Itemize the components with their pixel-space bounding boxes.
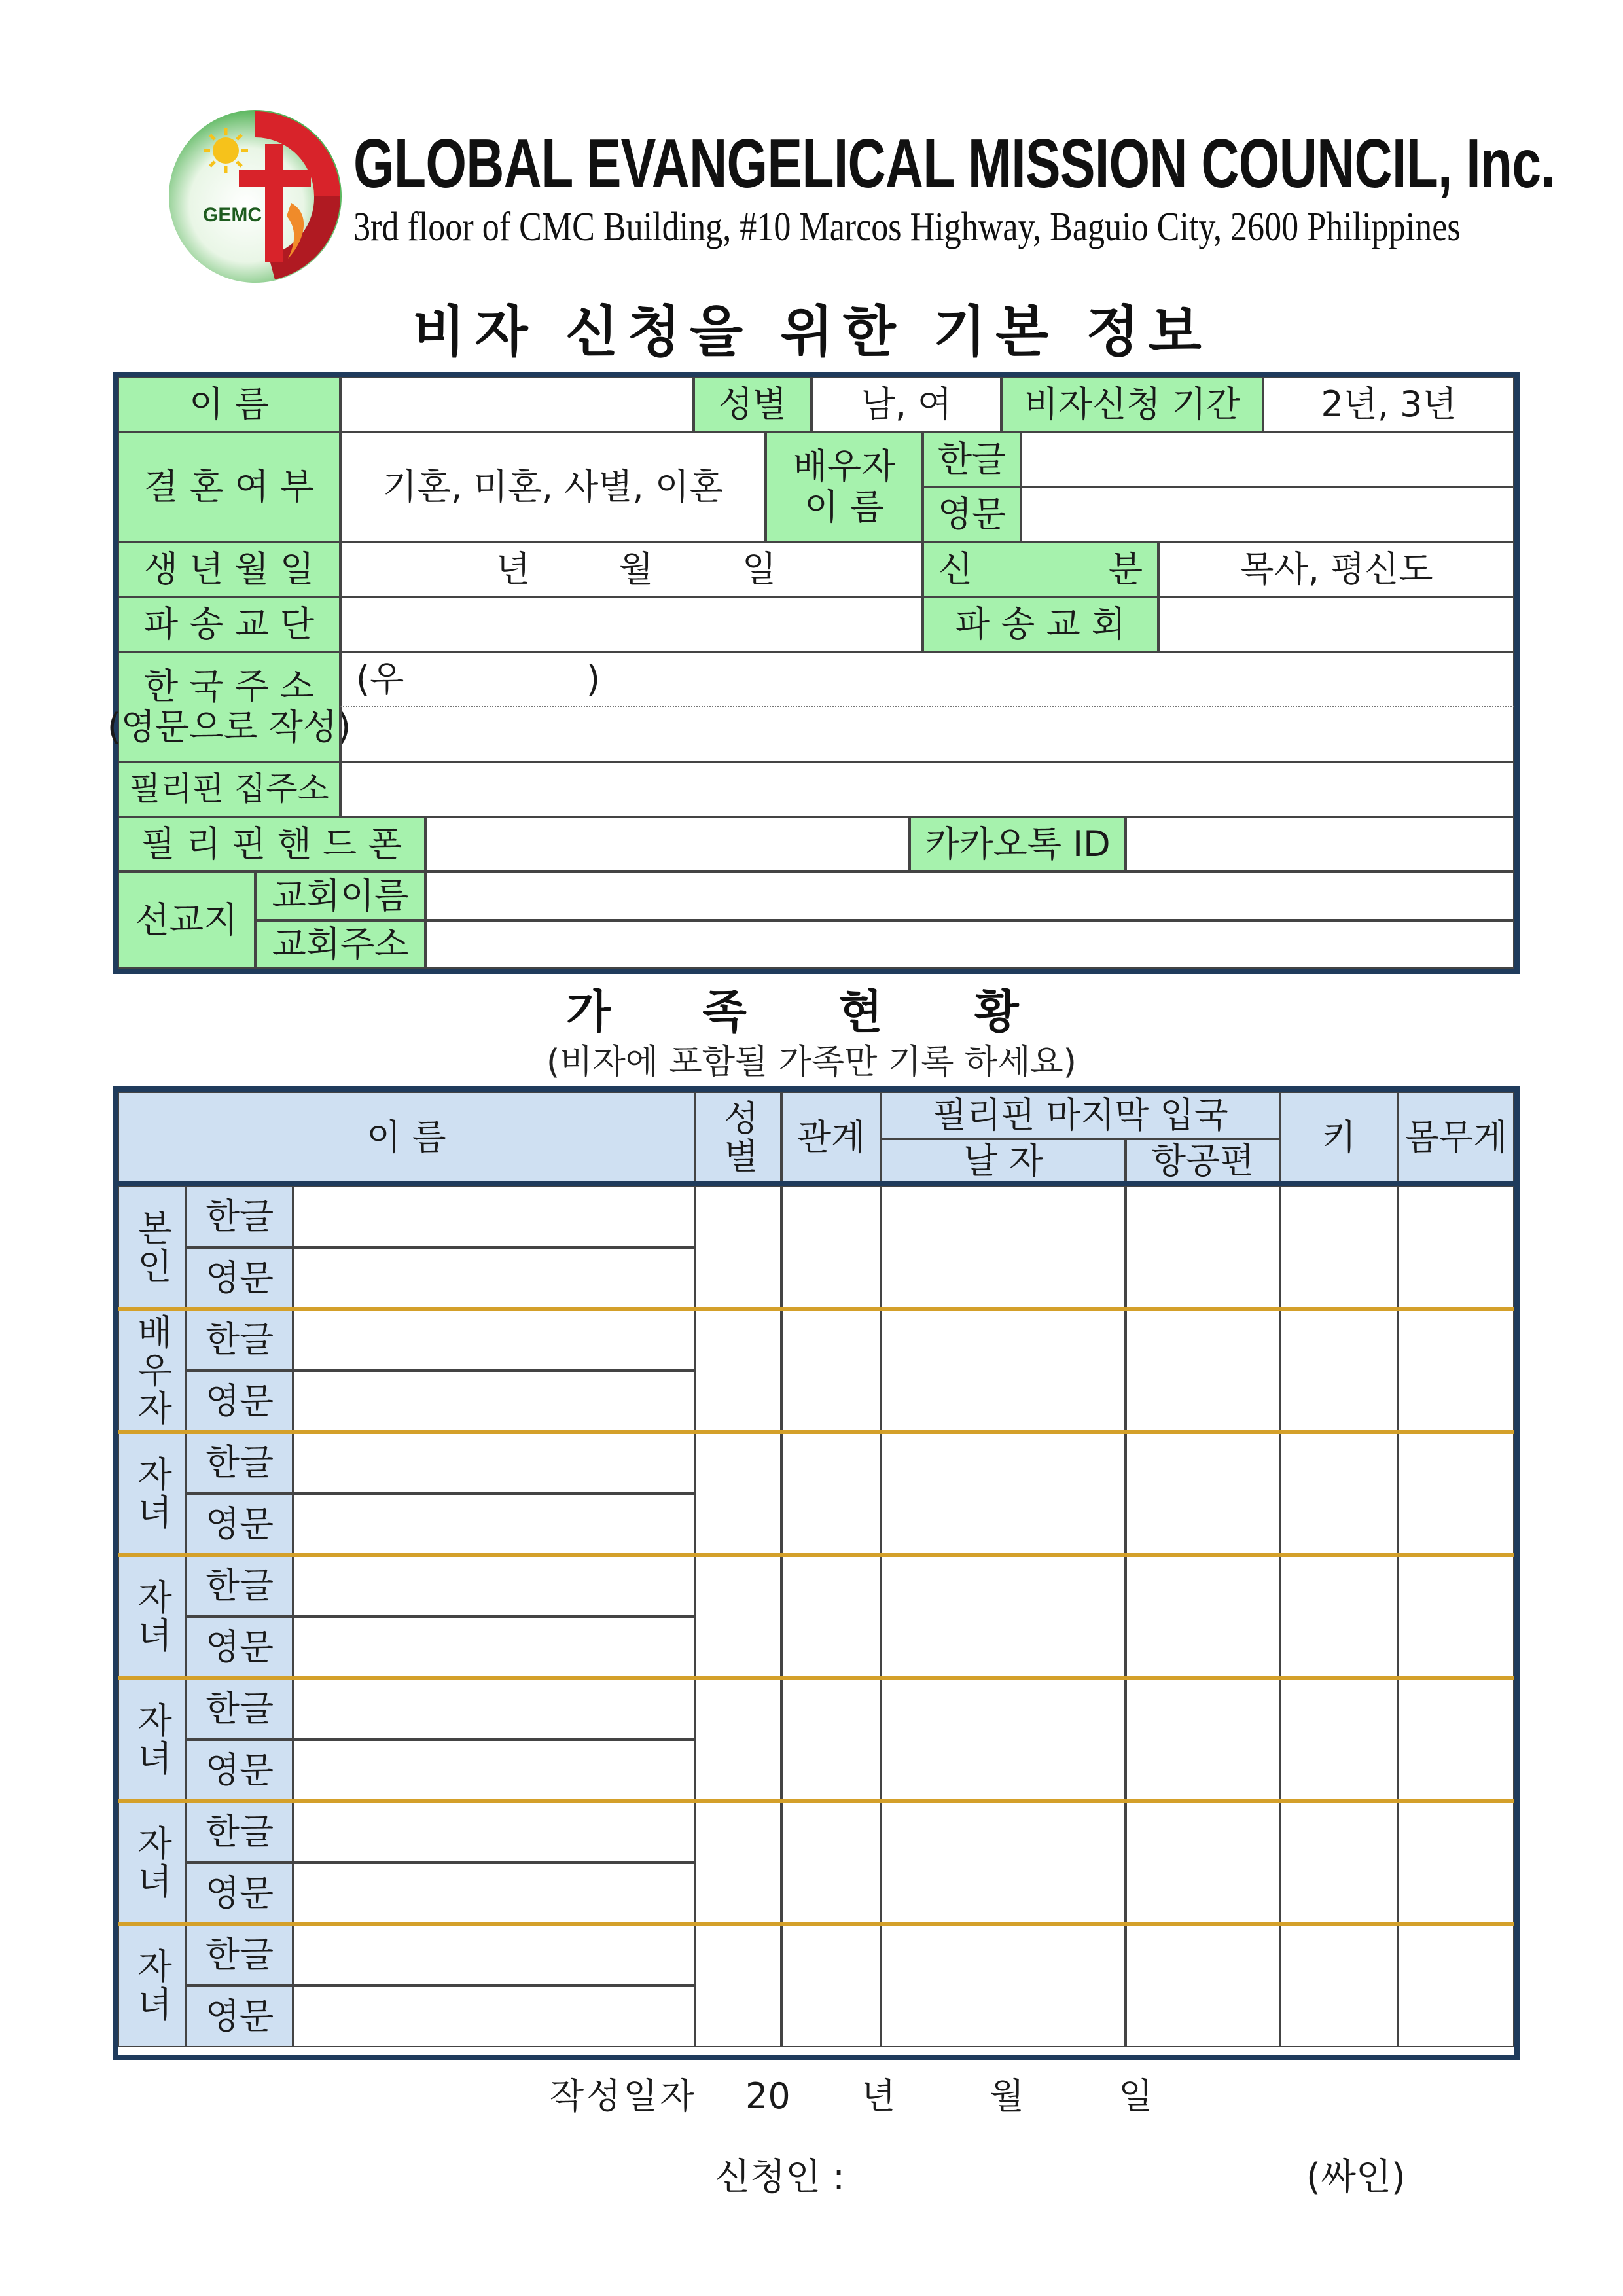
entry-date-field[interactable] <box>881 1678 1126 1801</box>
korea-address-line1[interactable] <box>340 652 1514 707</box>
weight-field[interactable] <box>1398 1801 1514 1924</box>
korean-name-label: 한글 <box>186 1801 293 1863</box>
flight-field[interactable] <box>1126 1186 1280 1309</box>
english-name-label: 영문 <box>186 1986 293 2047</box>
row-divider <box>118 1430 1514 1434</box>
gender-field[interactable] <box>695 1186 781 1309</box>
english-name-field[interactable] <box>293 1247 695 1309</box>
height-field[interactable] <box>1280 1678 1398 1801</box>
form-title: 비자 신청을 위한 기본 정보 <box>412 300 1211 364</box>
header-flight: 항공편 <box>1126 1139 1280 1183</box>
sending-church-label: 파 송 교 회 <box>923 597 1158 652</box>
korea-address-label-text: 한 국 주 소 <box>143 665 315 707</box>
weight-field[interactable] <box>1398 1432 1514 1555</box>
birth-day-unit: 일 <box>742 548 777 590</box>
day-unit: 일 <box>1118 2075 1153 2117</box>
sending-denomination-field[interactable] <box>340 597 923 652</box>
english-name-label: 영문 <box>186 1371 293 1432</box>
flight-field[interactable] <box>1126 1678 1280 1801</box>
row-divider <box>118 1922 1514 1926</box>
row-divider <box>118 1799 1514 1803</box>
korea-address-label <box>107 652 351 762</box>
kakao-label: 카카오톡 ID <box>910 817 1126 872</box>
church-address-label: 교회주소 <box>255 920 425 969</box>
sending-church-field[interactable] <box>1158 597 1514 652</box>
relation-field[interactable] <box>781 1309 881 1432</box>
english-name-label: 영문 <box>186 1247 293 1309</box>
status-label-part1: 신 <box>938 548 973 590</box>
family-section-subtitle: (비자에 포함될 가족만 기록 하세요) <box>546 1043 1077 1082</box>
visa-period-label: 비자신청 기간 <box>1001 377 1263 432</box>
english-name-label: 영문 <box>186 1617 293 1678</box>
kakao-field[interactable] <box>1126 817 1514 872</box>
family-row-label: 자녀 <box>118 1432 186 1555</box>
english-name-label: 영문 <box>186 1494 293 1555</box>
marital-status-options[interactable]: 기혼, 미혼, 사별, 이혼 <box>340 432 766 542</box>
spouse-label-line1: 배우자 <box>793 445 896 487</box>
english-name-field[interactable] <box>293 1740 695 1801</box>
flight-field[interactable] <box>1126 1555 1280 1678</box>
birth-month-unit: 월 <box>619 548 654 590</box>
height-field[interactable] <box>1280 1432 1398 1555</box>
spouse-label-line2: 이 름 <box>804 486 884 528</box>
weight-field[interactable] <box>1398 1924 1514 2047</box>
entry-date-field[interactable] <box>881 1555 1126 1678</box>
gender-field[interactable] <box>695 1432 781 1555</box>
korean-name-field[interactable] <box>293 1432 695 1494</box>
height-field[interactable] <box>1280 1924 1398 2047</box>
gender-options[interactable]: 남, 여 <box>812 377 1001 432</box>
header-gender: 성별 <box>695 1092 781 1183</box>
relation-field[interactable] <box>781 1801 881 1924</box>
header-name: 이 름 <box>118 1092 695 1183</box>
organization-name: GLOBAL EVANGELICAL MISSION COUNCIL, Inc. <box>353 125 1556 202</box>
gemc-logo <box>164 105 347 288</box>
korea-address-note: (영문으로 작성) <box>107 706 351 747</box>
family-row-label: 자녀 <box>118 1555 186 1678</box>
relation-field[interactable] <box>781 1186 881 1309</box>
signature-label: (싸인) <box>1306 2156 1406 2198</box>
gender-field[interactable] <box>695 1309 781 1432</box>
korean-name-field[interactable] <box>293 1309 695 1371</box>
height-field[interactable] <box>1280 1309 1398 1432</box>
spouse-korean-label: 한글 <box>923 432 1021 487</box>
year-unit: 년 <box>861 2075 896 2117</box>
year-prefix: 20 <box>745 2075 791 2117</box>
gender-field[interactable] <box>695 1678 781 1801</box>
postal-prefix: (우 <box>356 658 404 700</box>
family-row-label: 자녀 <box>118 1801 186 1924</box>
sending-denomination-label: 파 송 교 단 <box>118 597 340 652</box>
korean-name-label: 한글 <box>186 1678 293 1740</box>
gender-field[interactable] <box>695 1801 781 1924</box>
birth-year-unit: 년 <box>496 548 531 590</box>
height-field[interactable] <box>1280 1186 1398 1309</box>
relation-field[interactable] <box>781 1555 881 1678</box>
weight-field[interactable] <box>1398 1186 1514 1309</box>
status-label-part2: 분 <box>1108 548 1143 590</box>
spouse-english-field[interactable] <box>1021 487 1514 542</box>
family-row-label: 자녀 <box>118 1678 186 1801</box>
korean-name-field[interactable] <box>293 1186 695 1247</box>
entry-date-field[interactable] <box>881 1924 1126 2047</box>
gender-field[interactable] <box>695 1924 781 2047</box>
logo-text: GEMC <box>203 204 262 226</box>
weight-field[interactable] <box>1398 1678 1514 1801</box>
applicant-label: 신청인 : <box>715 2156 845 2198</box>
header-divider <box>118 1181 1514 1186</box>
english-name-label: 영문 <box>186 1740 293 1801</box>
korean-name-label: 한글 <box>186 1924 293 1986</box>
weight-field[interactable] <box>1398 1309 1514 1432</box>
gender-field[interactable] <box>695 1555 781 1678</box>
header-relation: 관계 <box>781 1092 881 1183</box>
spouse-english-label: 영문 <box>923 487 1021 542</box>
ph-phone-label: 필 리 핀 핸 드 폰 <box>118 817 425 872</box>
date-line <box>550 2068 1152 2119</box>
korean-name-label: 한글 <box>186 1432 293 1494</box>
flight-field[interactable] <box>1126 1432 1280 1555</box>
name-label: 이 름 <box>118 377 340 432</box>
flight-field[interactable] <box>1126 1924 1280 2047</box>
spouse-korean-field[interactable] <box>1021 432 1514 487</box>
church-address-field[interactable] <box>425 920 1514 969</box>
flight-field[interactable] <box>1126 1801 1280 1924</box>
entry-date-field[interactable] <box>881 1309 1126 1432</box>
family-row-label: 자녀 <box>118 1924 186 2047</box>
date-label: 작성일자 <box>550 2075 697 2117</box>
header-last-entry: 필리핀 마지막 입국 <box>881 1092 1280 1139</box>
english-name-field[interactable] <box>293 1371 695 1432</box>
family-table <box>113 1086 1520 2060</box>
basic-info-table <box>107 372 1520 974</box>
header-height: 키 <box>1280 1092 1398 1183</box>
marital-status-label: 결 혼 여 부 <box>118 432 340 542</box>
entry-date-field[interactable] <box>881 1186 1126 1309</box>
status-options[interactable]: 목사, 평신도 <box>1158 542 1514 597</box>
organization-address: 3rd floor of CMC Building, #10 Marcos Highway, Baguio City, 2600 Philippines <box>353 205 1461 249</box>
ph-address-label: 필리핀 집주소 <box>118 762 340 817</box>
english-name-field[interactable] <box>293 1617 695 1678</box>
family-section-title: 가 족 현 황 <box>566 985 1057 1039</box>
height-field[interactable] <box>1280 1555 1398 1678</box>
church-name-label: 교회이름 <box>255 872 425 920</box>
korea-address-line2[interactable] <box>340 707 1514 762</box>
height-field[interactable] <box>1280 1801 1398 1924</box>
relation-field[interactable] <box>781 1432 881 1555</box>
name-field[interactable] <box>340 377 694 432</box>
birth-date-field[interactable] <box>340 542 923 597</box>
korean-name-field[interactable] <box>293 1801 695 1863</box>
postal-suffix: ) <box>586 658 601 700</box>
status-label <box>923 542 1158 597</box>
visa-period-options[interactable]: 2년, 3년 <box>1263 377 1514 432</box>
relation-field[interactable] <box>781 1924 881 2047</box>
row-divider <box>118 1676 1514 1680</box>
korean-name-label: 한글 <box>186 1309 293 1371</box>
english-name-field[interactable] <box>293 1986 695 2047</box>
entry-date-field[interactable] <box>881 1432 1126 1555</box>
birth-date-label: 생 년 월 일 <box>118 542 340 597</box>
gender-label: 성별 <box>694 377 812 432</box>
header-weight: 몸무게 <box>1398 1092 1514 1183</box>
row-divider <box>118 1307 1514 1311</box>
korean-name-label: 한글 <box>186 1555 293 1617</box>
weight-field[interactable] <box>1398 1555 1514 1678</box>
korean-name-field[interactable] <box>293 1678 695 1740</box>
korean-name-label: 한글 <box>186 1186 293 1247</box>
korean-name-field[interactable] <box>293 1555 695 1617</box>
church-name-field[interactable] <box>425 872 1514 920</box>
spouse-name-label <box>766 432 923 542</box>
mission-field-label: 선교지 <box>118 872 255 969</box>
english-name-label: 영문 <box>186 1863 293 1924</box>
ph-address-field[interactable] <box>340 762 1514 817</box>
header-entry-date: 날 자 <box>881 1139 1126 1183</box>
row-divider <box>118 1553 1514 1557</box>
relation-field[interactable] <box>781 1678 881 1801</box>
entry-date-field[interactable] <box>881 1801 1126 1924</box>
ph-phone-field[interactable] <box>425 817 910 872</box>
month-unit: 월 <box>990 2075 1024 2117</box>
flight-field[interactable] <box>1126 1309 1280 1432</box>
english-name-field[interactable] <box>293 1863 695 1924</box>
family-row-label: 본인 <box>118 1186 186 1309</box>
family-row-label: 배우자 <box>118 1309 186 1432</box>
korean-name-field[interactable] <box>293 1924 695 1986</box>
english-name-field[interactable] <box>293 1494 695 1555</box>
